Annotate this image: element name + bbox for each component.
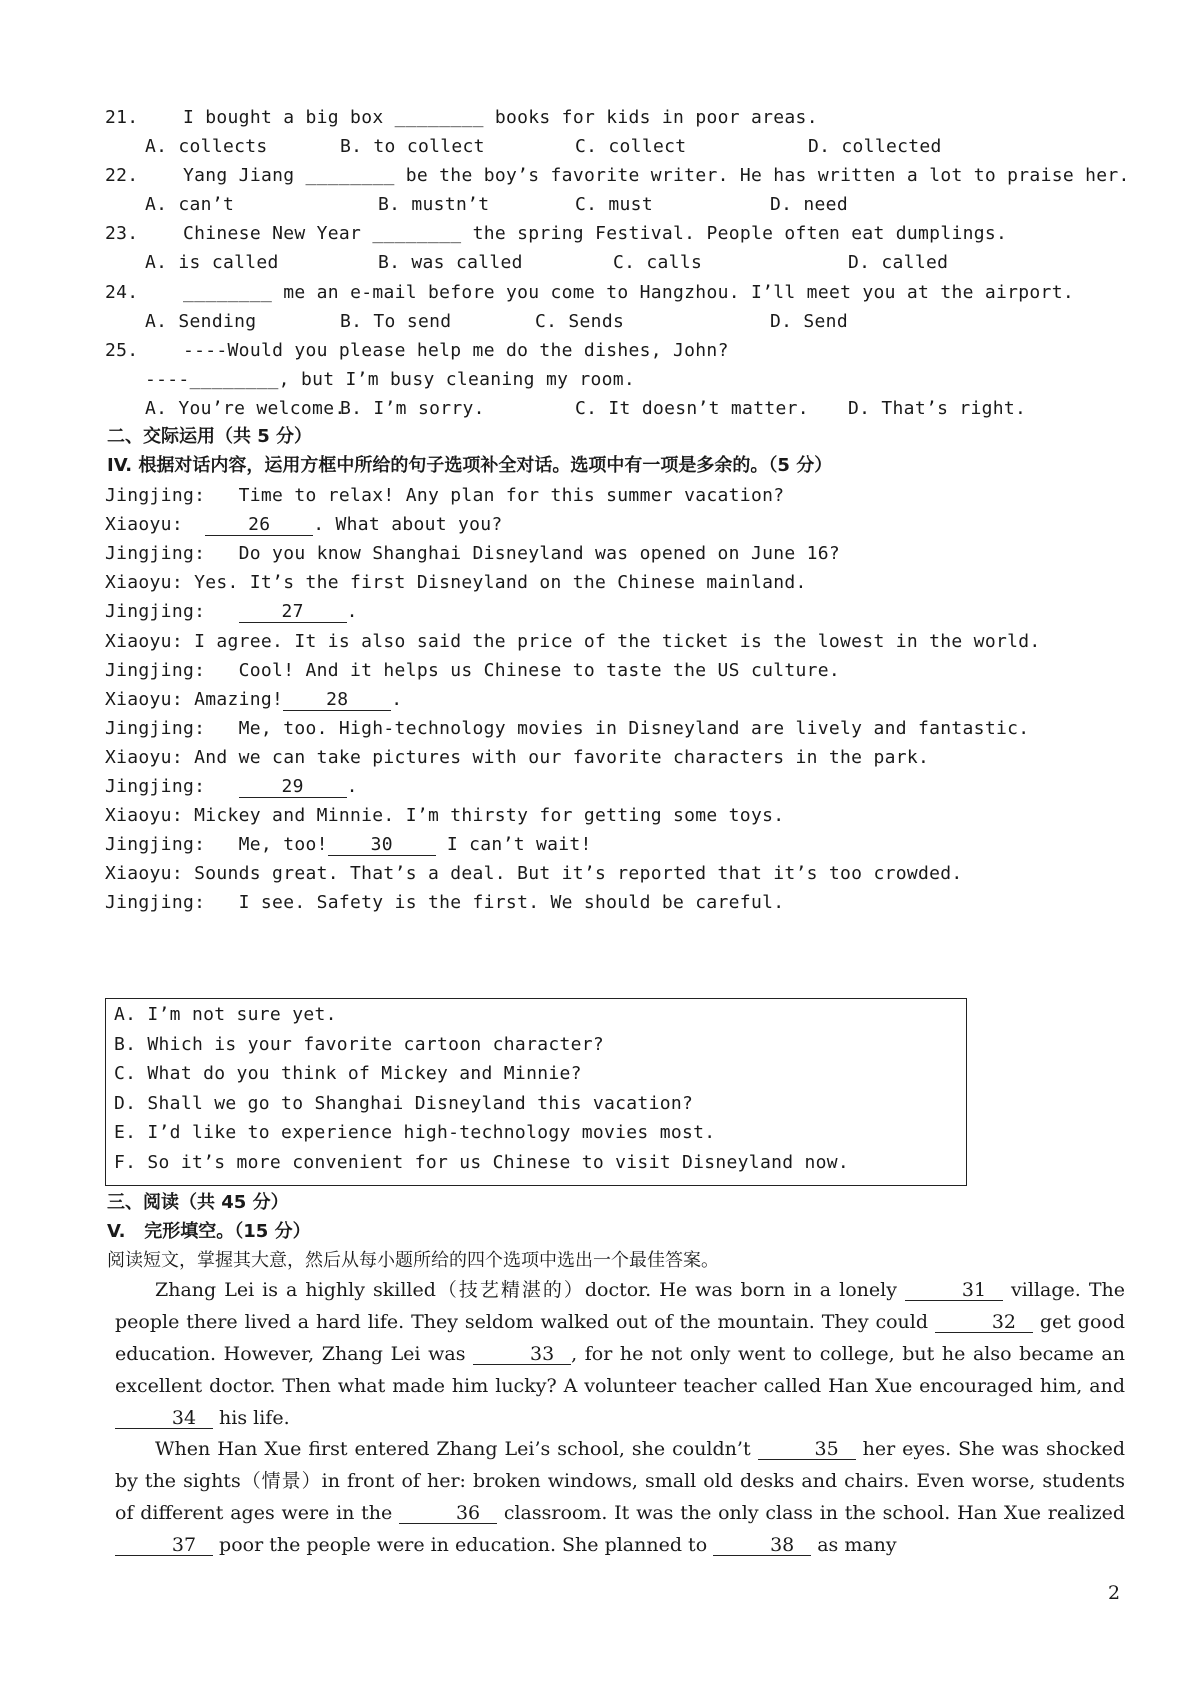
option-d: D. That’s right. [848,398,1027,419]
reply-text: , but I’m busy cleaning my room. [278,369,636,390]
dialogue-line [105,600,358,624]
option-c: C. must [575,194,653,215]
answer-blank-33: 33 [473,1344,571,1365]
dialogue-text: Jingjing: Me, too. High-technology movies in Disneyland are lively and fantastic. [105,717,1030,739]
dialogue-line [105,630,1041,654]
dialogue-text: . [346,601,358,623]
box-option-b: B. Which is your favorite cartoon character? [114,1033,605,1055]
stem-text: the spring Festival. People often eat dumplings. [461,223,1008,244]
dialogue-text: . What about you? [313,514,503,536]
answer-blank-27: 27 [239,602,347,623]
dialogue-line [105,571,807,595]
section-instruction: IV. 根据对话内容，运用方框中所给的句子选项补全对话。选项中有一项是多余的。（5 分） [107,455,833,476]
section-instruction: 阅读短文，掌握其大意，然后从每小题所给的四个选项中选出一个最佳答案。 [107,1250,719,1271]
dialogue-text: Xiaoyu: I agree. It is also said the price of the ticket is the lowest in the world. [105,630,1041,652]
box-option-a: A. I’m not sure yet. [114,1004,337,1025]
answer-blank: ________ [305,165,395,186]
option-c: C. It doesn’t matter. [575,398,809,419]
answer-blank-31: 31 [905,1280,1003,1301]
dialogue-text: Xiaoyu: Sounds great. That’s a deal. But it’s reported that it’s too crowded. [105,863,963,885]
dialogue-text: . [346,776,358,797]
question-number: 25. [105,340,139,361]
dialogue-line [105,891,784,915]
passage-text: his life. [213,1407,290,1429]
stem-text: Yang Jiang [183,165,306,186]
answer-blank: ________ [372,223,462,244]
passage-text: her eyes. She was shocked by the sights（情景）in front of her: broken windows, small old desks and chairs. Even worse, students of different ages were in the [115,1438,1125,1524]
dialogue-text: Xiaoyu: And we can take pictures with our favorite characters in the park. [105,746,930,768]
question-stem [105,106,818,130]
dialogue-text: Xiaoyu: Amazing! [105,688,284,710]
dialogue-line [105,746,929,770]
stem-text: Chinese New Year [183,223,373,244]
option-d: D. collected [808,136,942,157]
box-option-f: F. So it’s more convenient for us Chinese to visit Disneyland now. [114,1151,850,1173]
answer-blank-28: 28 [283,690,391,711]
answer-blank: ________ [394,107,484,128]
option-a: A. Sending [145,311,257,332]
option-c: C. collect [575,136,687,157]
question-number: 22. [105,165,139,186]
option-b: B. to collect [340,136,485,157]
section-title: V. 完形填空。（15 分） [107,1221,311,1242]
dialogue-text: Xiaoyu: Yes. It’s the first Disneyland on the Chinese mainland. [105,572,807,594]
question-stem [105,222,1007,246]
option-d: D. Send [770,311,848,332]
dialogue-text: Jingjing: [105,776,239,797]
section-title: 三、阅读（共 45 分） [107,1192,289,1213]
answer-blank: ________ [189,369,279,390]
box-option-c: C. What do you think of Mickey and Minnie? [114,1063,582,1084]
dialogue-line [105,804,784,828]
question-number: 23. [105,223,139,244]
dialogue-line [105,717,1029,741]
passage-text: classroom. It was the only class in the school. Han Xue realized [497,1502,1125,1524]
option-c: C. calls [613,252,703,273]
answer-blank-38: 38 [713,1535,811,1556]
reply-dash: ---- [145,369,190,390]
dialogue-line [105,513,503,537]
dialogue-line [105,688,402,712]
dialogue-text: Jingjing: Do you know Shanghai Disneyland was opened on June 16? [105,543,841,565]
passage-paragraph-1 [115,1274,1125,1434]
question-stem [105,164,1130,188]
question-stem [105,339,729,363]
dialogue-line [105,833,592,857]
stem-text: me an e-mail before you come to Hangzhou. I’ll meet you at the airport. [272,282,1074,303]
option-b: B. To send [340,311,452,332]
options-box [105,998,967,1186]
option-a: A. collects [145,136,268,157]
box-option-e: E. I’d like to experience high-technology movies most. [114,1122,716,1143]
page-number: 2 [1108,1582,1121,1604]
option-d: D. called [848,252,949,273]
passage-paragraph-2 [115,1433,1125,1561]
passage-text: poor the people were in education. She planned to [213,1534,714,1556]
dialogue-text: Jingjing: Cool! And it helps us Chinese to taste the US culture. [105,659,841,681]
stem-text: ----Would you please help me do the dishes, John? [183,340,729,361]
dialogue-text: Jingjing: I see. Safety is the first. We should be careful. [105,892,785,914]
dialogue-text: Xiaoyu: Mickey and Minnie. I’m thirsty for getting some toys. [105,805,785,827]
passage-text: get good education. However, Zhang Lei was [115,1311,1125,1365]
stem-text: books for kids in poor areas. [483,107,818,128]
option-a: A. You’re welcome. [145,398,346,419]
option-a: A. is called [145,252,279,273]
reply-line [145,368,635,392]
dialogue-line [105,484,784,508]
question-stem [105,281,1074,305]
passage-text: Zhang Lei is a highly skilled（技艺精湛的）doctor. He was born in a lonely [155,1279,906,1301]
answer-blank-37: 37 [115,1535,213,1556]
stem-text: I bought a big box [183,107,395,128]
option-d: D. need [770,194,848,215]
option-b: B. mustn’t [378,194,490,215]
answer-blank-30: 30 [328,835,436,856]
dialogue-line [105,862,963,886]
dialogue-line [105,775,358,799]
passage-text: village. The people there lived a hard life. They seldom walked out of the mountain. They could [115,1279,1125,1333]
answer-blank-34: 34 [115,1408,213,1429]
answer-blank-35: 35 [758,1439,856,1460]
answer-blank: ________ [183,282,273,303]
passage-text: When Han Xue first entered Zhang Lei’s school, she couldn’t [155,1438,758,1460]
dialogue-line [105,659,840,683]
option-a: A. can’t [145,194,235,215]
stem-text: be the boy’s favorite writer. He has written a lot to praise her. [394,165,1130,186]
option-c: C. Sends [535,311,625,332]
box-option-d: D. Shall we go to Shanghai Disneyland this vacation? [114,1092,694,1114]
answer-blank-32: 32 [935,1312,1033,1333]
passage-text: , for he not only went to college, but he also became an excellent doctor. Then what made him lucky? A volunteer teacher called Han Xue encouraged him, and [115,1343,1125,1397]
dialogue-text: . [391,688,403,710]
answer-blank-36: 36 [399,1503,497,1524]
answer-blank-29: 29 [239,777,347,798]
passage-text: as many [811,1534,897,1556]
dialogue-text: I can’t wait! [435,834,592,856]
answer-blank-26: 26 [205,515,313,536]
dialogue-text: Xiaoyu: [105,514,206,536]
section-title: 二、交际运用（共 5 分） [107,426,313,447]
dialogue-line [105,542,840,566]
question-number: 21. [105,107,139,128]
dialogue-text: Jingjing: Time to relax! Any plan for this summer vacation? [105,485,785,506]
question-number: 24. [105,282,139,303]
dialogue-text: Jingjing: [105,601,239,623]
option-b: B. I’m sorry. [340,398,485,419]
option-b: B. was called [378,252,523,273]
dialogue-text: Jingjing: Me, too! [105,834,328,856]
